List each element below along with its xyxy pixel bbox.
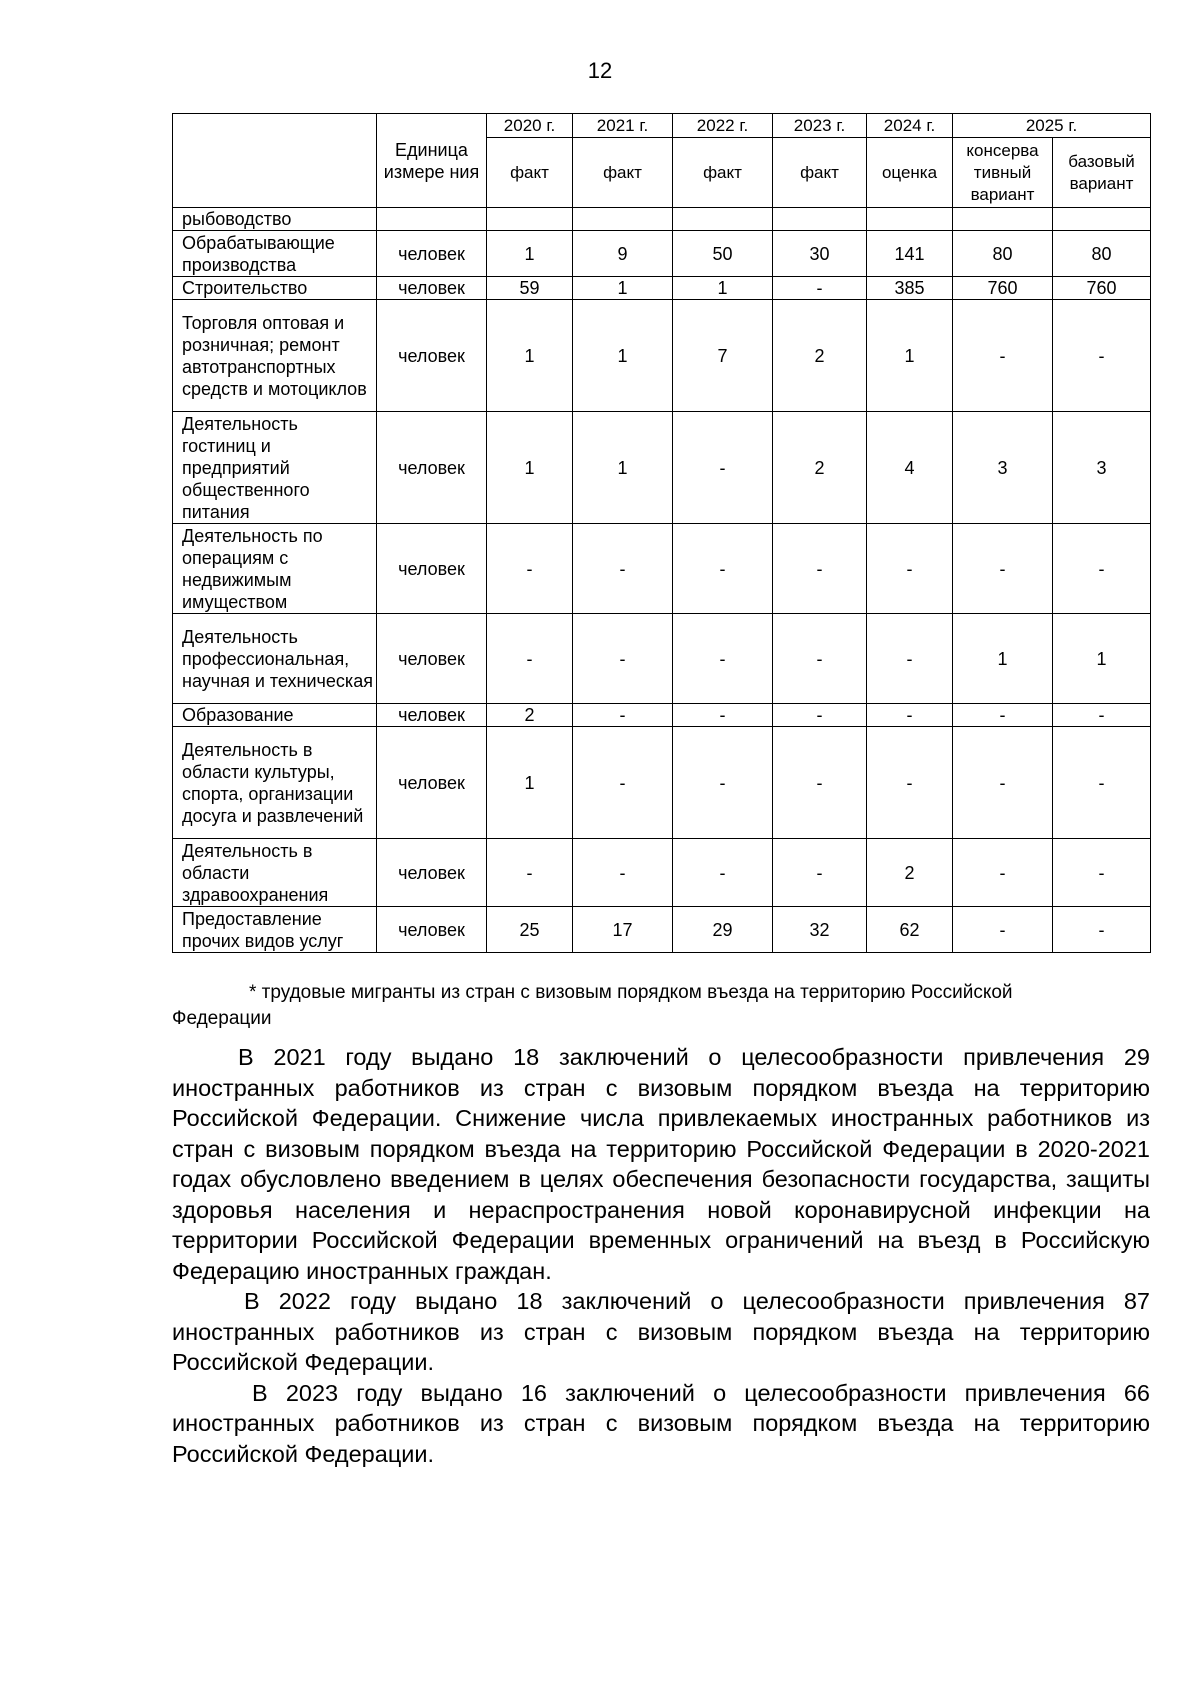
empty-cell [1053, 208, 1151, 231]
row-unit: человек [377, 839, 487, 907]
value-cell: - [1053, 727, 1151, 839]
empty-cell [487, 208, 573, 231]
row-unit: человек [377, 300, 487, 412]
value-cell: - [953, 727, 1053, 839]
header-sub: консерва тивный вариант [953, 138, 1053, 208]
value-cell: - [773, 727, 867, 839]
row-unit: человек [377, 524, 487, 614]
header-empty-cell [173, 114, 377, 208]
row-name: Деятельность по операциям с недвижимым имуществом [173, 524, 377, 614]
header-year: 2025 г. [953, 114, 1151, 138]
header-sub: факт [673, 138, 773, 208]
value-cell: 9 [573, 231, 673, 277]
paragraph: В 2021 году выдано 18 заключений о целесообразности привлечения 29 иностранных работников из стран с визовым порядком въезда на территорию Российской Федерации. Снижение числа привлекаемых иностранных работников из стран с визовым порядком въезда на территорию Российской Федерации в 2020-2021 годах обусловлено введением в целях обеспечения безопасности государства, защиты здоровья населения и нераспространения новой коронавирусной инфекции на территории Российской Федерации временных ограничений на въезд в Российскую Федерацию иностранных граждан. [172, 1044, 1150, 1284]
empty-cell [377, 208, 487, 231]
header-sub: факт [487, 138, 573, 208]
value-cell: - [487, 614, 573, 704]
header-year: 2024 г. [867, 114, 953, 138]
value-cell: - [1053, 704, 1151, 727]
value-cell: - [573, 839, 673, 907]
migrant-workers-table [172, 113, 1151, 953]
row-unit: человек [377, 412, 487, 524]
value-cell: 760 [953, 277, 1053, 300]
value-cell: - [773, 524, 867, 614]
header-year: 2020 г. [487, 114, 573, 138]
value-cell: - [673, 727, 773, 839]
row-unit: человек [377, 727, 487, 839]
empty-cell [773, 208, 867, 231]
value-cell: - [573, 704, 673, 727]
value-cell: 141 [867, 231, 953, 277]
table-row [173, 524, 1151, 614]
empty-cell [867, 208, 953, 231]
value-cell: 80 [953, 231, 1053, 277]
value-cell: - [1053, 839, 1151, 907]
value-cell: - [953, 524, 1053, 614]
row-name: Обрабатывающие производства [173, 231, 377, 277]
value-cell: - [1053, 524, 1151, 614]
value-cell: - [773, 277, 867, 300]
row-name: Деятельность в области здравоохранения [173, 839, 377, 907]
value-cell: 25 [487, 907, 573, 953]
value-cell: 1 [673, 277, 773, 300]
value-cell: 3 [1053, 412, 1151, 524]
footnote-line-2: Федерации [172, 1008, 272, 1029]
value-cell: - [953, 907, 1053, 953]
value-cell: - [953, 839, 1053, 907]
value-cell: 1 [1053, 614, 1151, 704]
value-cell: 30 [773, 231, 867, 277]
value-cell: - [1053, 907, 1151, 953]
table-row [173, 412, 1151, 524]
paragraph: В 2023 году выдано 16 заключений о целесообразности привлечения 66 иностранных работников из стран с визовым порядком въезда на территорию Российской Федерации. [172, 1379, 1150, 1467]
value-cell: 62 [867, 907, 953, 953]
value-cell: - [673, 614, 773, 704]
empty-cell [573, 208, 673, 231]
value-cell: - [773, 839, 867, 907]
value-cell: 2 [487, 704, 573, 727]
value-cell: 1 [487, 727, 573, 839]
row-name: рыбоводство [173, 208, 377, 231]
value-cell: - [867, 727, 953, 839]
paragraph: В 2022 году выдано 18 заключений о целесообразности привлечения 87 иностранных работников из стран с визовым порядком въезда на территорию Российской Федерации. [172, 1288, 1150, 1375]
table-row [173, 208, 1151, 231]
value-cell: - [867, 614, 953, 704]
table-row [173, 614, 1151, 704]
value-cell: - [773, 614, 867, 704]
value-cell: 80 [1053, 231, 1151, 277]
header-year: 2021 г. [573, 114, 673, 138]
row-unit: человек [377, 907, 487, 953]
row-name: Строительство [173, 277, 377, 300]
value-cell: 1 [573, 412, 673, 524]
table-row [173, 277, 1151, 300]
header-year: 2022 г. [673, 114, 773, 138]
value-cell: - [573, 614, 673, 704]
value-cell: - [487, 839, 573, 907]
row-unit: человек [377, 614, 487, 704]
value-cell: 32 [773, 907, 867, 953]
row-unit: человек [377, 704, 487, 727]
value-cell: - [773, 704, 867, 727]
value-cell: 59 [487, 277, 573, 300]
value-cell: 385 [867, 277, 953, 300]
header-sub: факт [773, 138, 867, 208]
value-cell: 7 [673, 300, 773, 412]
row-name: Деятельность профессиональная, научная и техническая [173, 614, 377, 704]
body-text [172, 1042, 1150, 1469]
table-row [173, 231, 1151, 277]
value-cell: - [673, 412, 773, 524]
value-cell: - [867, 524, 953, 614]
value-cell: 50 [673, 231, 773, 277]
footnote-line-1: * трудовые мигранты из стран с визовым порядком въезда на территорию Российской [249, 982, 1013, 1003]
row-unit: человек [377, 277, 487, 300]
value-cell: 17 [573, 907, 673, 953]
value-cell: 1 [867, 300, 953, 412]
value-cell: 1 [487, 300, 573, 412]
row-name: Деятельность гостиниц и предприятий общественного питания [173, 412, 377, 524]
value-cell: - [867, 704, 953, 727]
value-cell: 1 [573, 300, 673, 412]
table-row [173, 727, 1151, 839]
row-unit: человек [377, 231, 487, 277]
value-cell: - [573, 524, 673, 614]
value-cell: 2 [773, 300, 867, 412]
value-cell: 1 [487, 412, 573, 524]
value-cell: 1 [953, 614, 1053, 704]
value-cell: - [1053, 300, 1151, 412]
value-cell: 29 [673, 907, 773, 953]
table-row [173, 839, 1151, 907]
value-cell: - [673, 704, 773, 727]
value-cell: - [953, 300, 1053, 412]
value-cell: - [673, 839, 773, 907]
value-cell: 1 [487, 231, 573, 277]
page-number: 12 [587, 58, 613, 83]
value-cell: - [573, 727, 673, 839]
empty-cell [673, 208, 773, 231]
header-unit: Единица измере ния [377, 114, 487, 208]
header-sub: факт [573, 138, 673, 208]
table-row [173, 704, 1151, 727]
row-name: Предоставление прочих видов услуг [173, 907, 377, 953]
empty-cell [953, 208, 1053, 231]
value-cell: - [673, 524, 773, 614]
header-sub: оценка [867, 138, 953, 208]
table-row [173, 300, 1151, 412]
row-name: Деятельность в области культуры, спорта, организации досуга и развлечений [173, 727, 377, 839]
header-sub: базовый вариант [1053, 138, 1151, 208]
value-cell: 4 [867, 412, 953, 524]
row-name: Образование [173, 704, 377, 727]
footnote [172, 980, 1150, 1032]
value-cell: 3 [953, 412, 1053, 524]
header-year: 2023 г. [773, 114, 867, 138]
value-cell: 2 [773, 412, 867, 524]
value-cell: 760 [1053, 277, 1151, 300]
value-cell: 1 [573, 277, 673, 300]
table-row [173, 907, 1151, 953]
value-cell: - [487, 524, 573, 614]
value-cell: - [953, 704, 1053, 727]
row-name: Торговля оптовая и розничная; ремонт автотранспортных средств и мотоциклов [173, 300, 377, 412]
value-cell: 2 [867, 839, 953, 907]
